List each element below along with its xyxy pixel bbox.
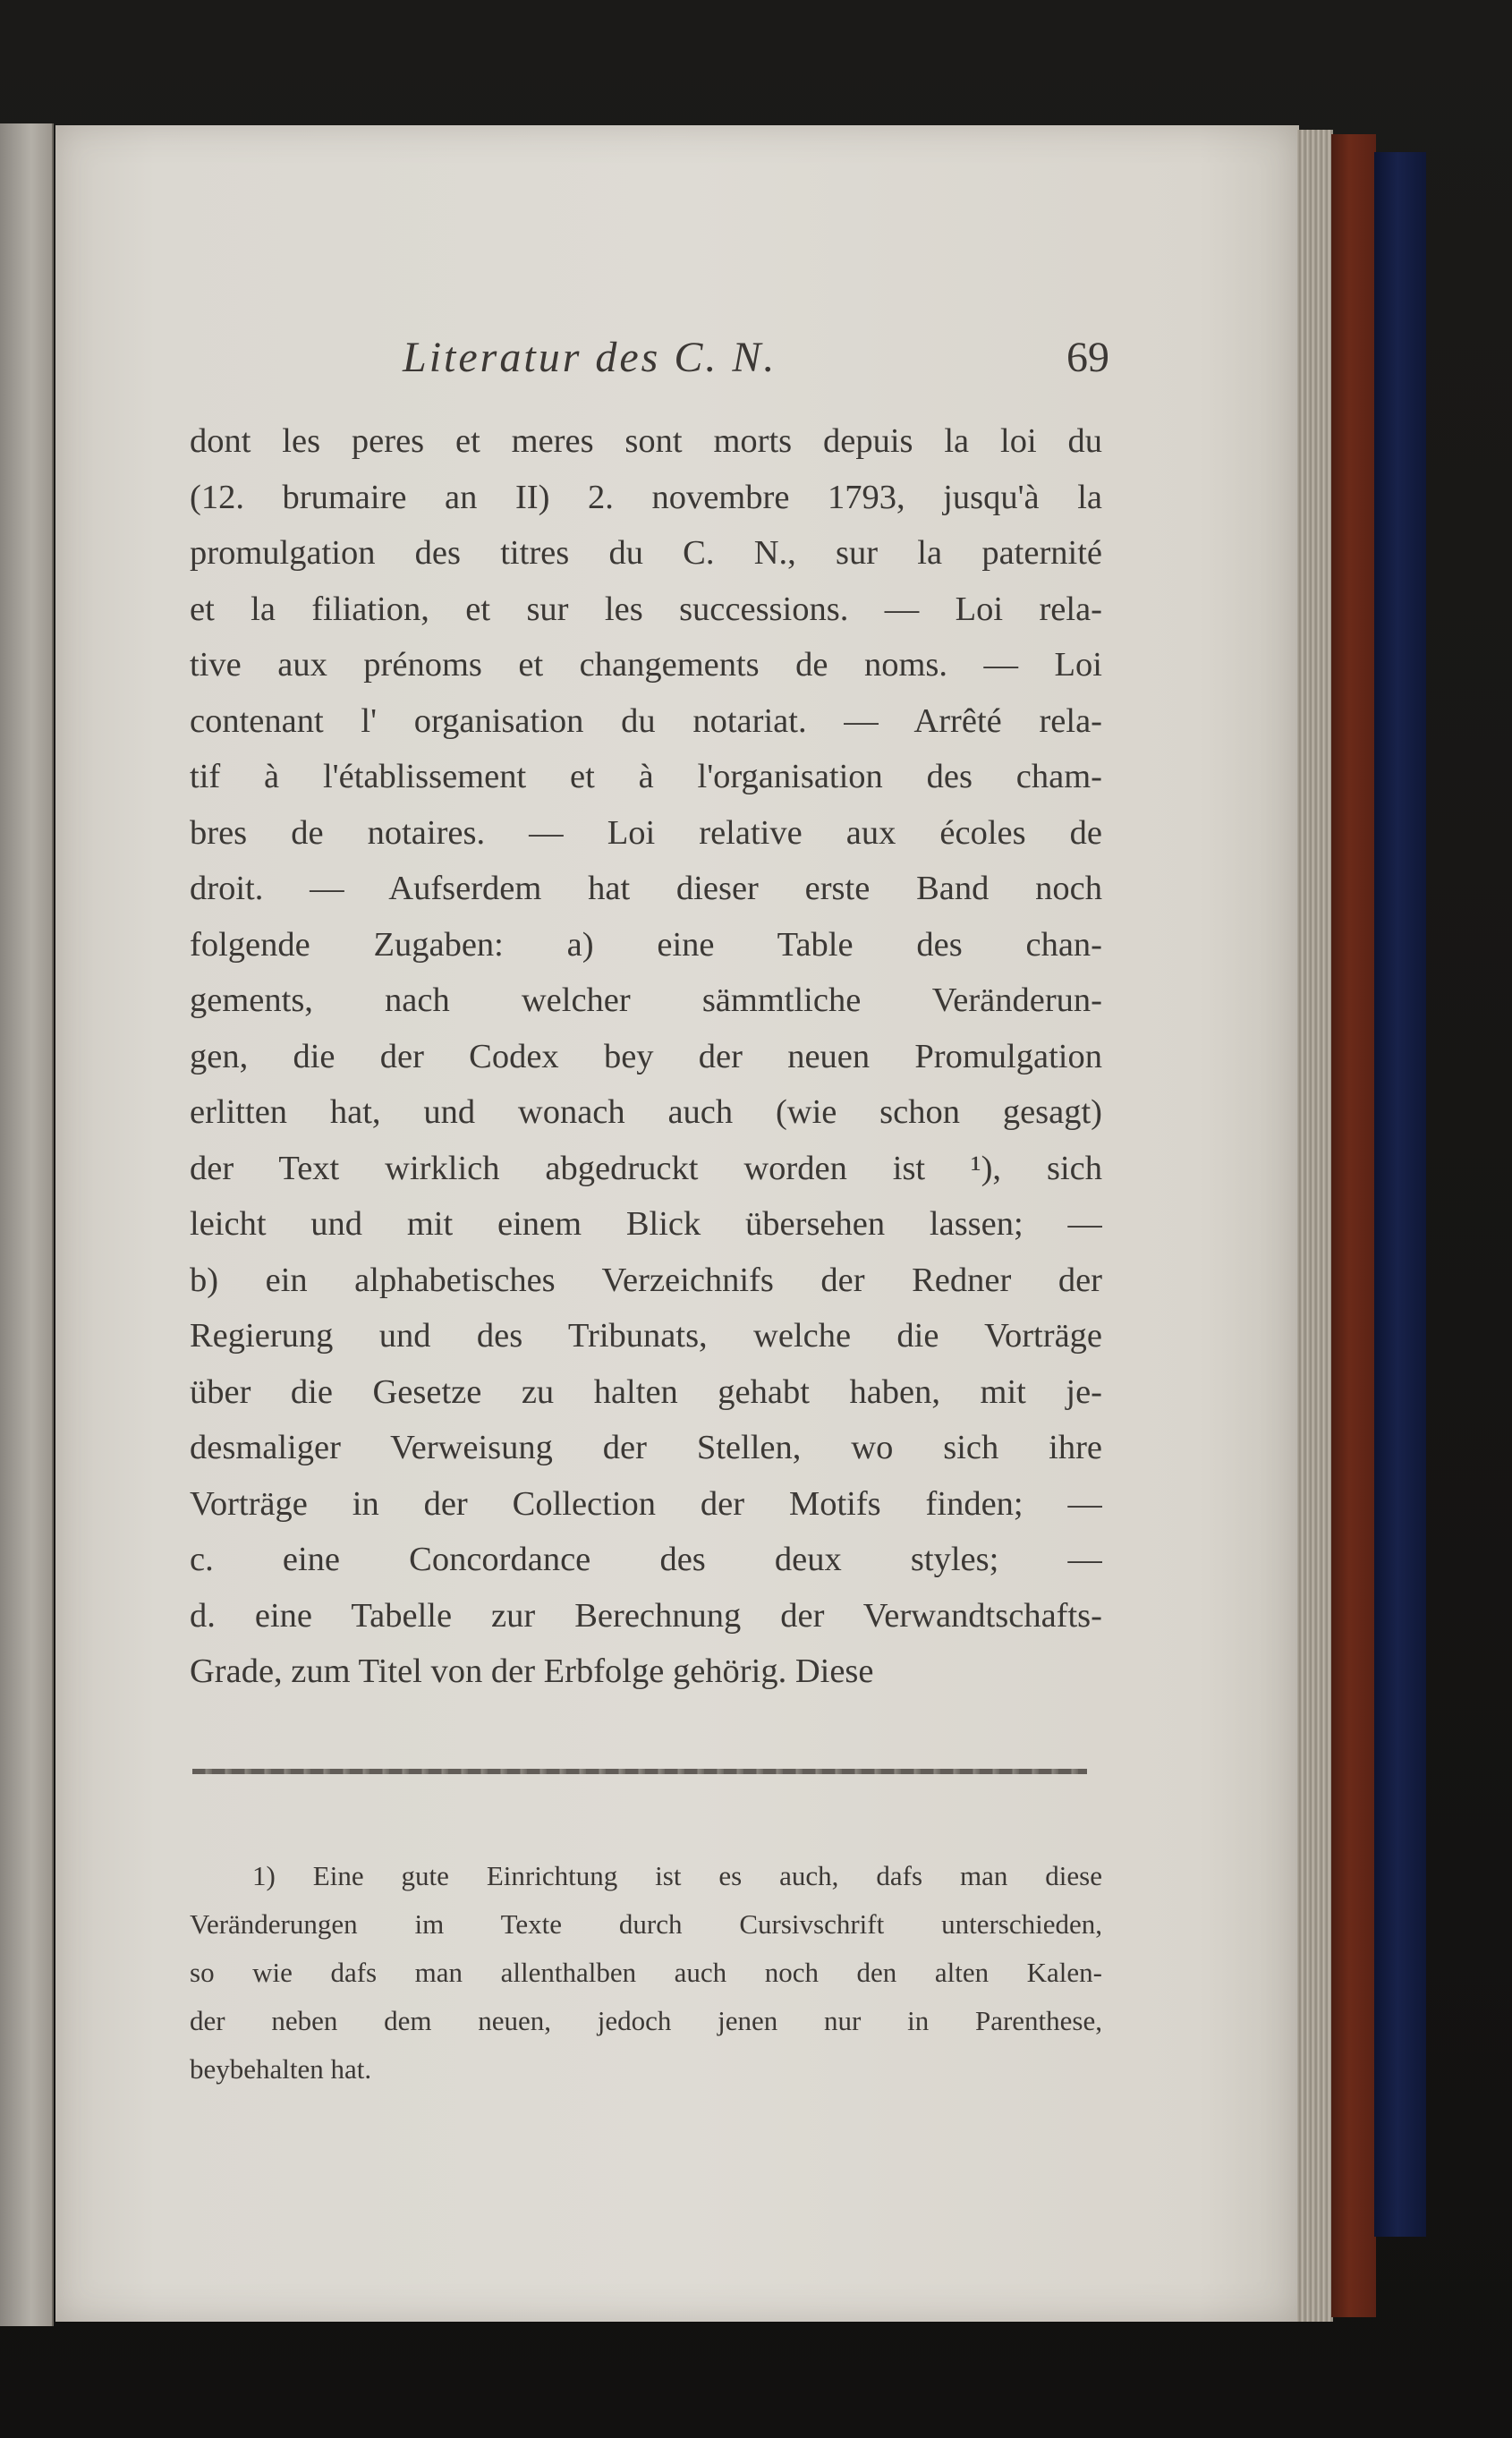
text-line: über die Gesetze zu halten gehabt haben, mit je- xyxy=(190,1372,1102,1411)
footnote-line: 1) Eine gute Einrichtung ist es auch, dafs man diese xyxy=(252,1860,1102,1891)
body-text xyxy=(190,413,1102,1700)
running-title: Literatur des C. N. xyxy=(403,334,777,381)
page-number: 69 xyxy=(1066,334,1109,381)
footnote-line: so wie dafs man allenthalben auch noch den alten Kalen- xyxy=(190,1957,1102,1988)
footnote-line: Veränderungen im Texte durch Cursivschrift unterschieden, xyxy=(190,1908,1102,1940)
text-line: gements, nach welcher sämmtliche Veränderun- xyxy=(190,981,1102,1019)
text-line: droit. — Aufserdem hat dieser erste Band noch xyxy=(190,870,1102,907)
text-line: tif à l'établissement et à l'organisation des cham- xyxy=(190,758,1102,795)
text-line: Vorträge in der Collection der Motifs finden; — xyxy=(190,1484,1102,1523)
footnote-rule xyxy=(192,1769,1087,1774)
text-line: folgende Zugaben: a) eine Table des chan- xyxy=(190,925,1102,964)
book-spine xyxy=(1374,152,1426,2237)
text-line: d. eine Tabelle zur Berechnung der Verwandtschafts- xyxy=(190,1596,1102,1635)
text-line: Grade, zum Titel von der Erbfolge gehörig. Diese xyxy=(190,1652,874,1690)
page-stack-edge xyxy=(1297,130,1333,2322)
facing-page-edge xyxy=(0,123,54,2326)
running-head xyxy=(403,333,1109,395)
text-line: dont les peres et meres sont morts depuis la loi du xyxy=(190,422,1102,460)
text-line: bres de notaires. — Loi relative aux écoles de xyxy=(190,813,1102,852)
footnote-line: der neben dem neuen, jedoch jenen nur in Parenthese, xyxy=(190,2005,1102,2036)
text-line: promulgation des titres du C. N., sur la paternité xyxy=(190,534,1102,572)
text-line: contenant l' organisation du notariat. — Arrêté rela- xyxy=(190,701,1102,740)
text-line: (12. brumaire an II) 2. novembre 1793, jusqu'à la xyxy=(190,478,1102,516)
text-line: leicht und mit einem Blick übersehen lassen; — xyxy=(190,1205,1102,1243)
footnote xyxy=(190,1852,1102,2094)
text-line: et la filiation, et sur les successions. — Loi rela- xyxy=(190,590,1102,628)
text-line: erlitten hat, und wonach auch (wie schon gesagt) xyxy=(190,1093,1102,1131)
text-line: Regierung und des Tribunats, welche die Vorträge xyxy=(190,1317,1102,1355)
text-line: b) ein alphabetisches Verzeichnifs der Redner der xyxy=(190,1261,1102,1299)
book-cover-edge xyxy=(1331,134,1376,2317)
text-line: tive aux prénoms et changements de noms. — Loi xyxy=(190,646,1102,684)
text-line: der Text wirklich abgedruckt worden ist ¹), sich xyxy=(190,1149,1102,1187)
text-line: gen, die der Codex bey der neuen Promulgation xyxy=(190,1037,1102,1075)
footnote-line: beybehalten hat. xyxy=(190,2053,372,2085)
text-line: desmaliger Verweisung der Stellen, wo sich ihre xyxy=(190,1429,1102,1466)
text-line: c. eine Concordance des deux styles; — xyxy=(190,1541,1102,1578)
